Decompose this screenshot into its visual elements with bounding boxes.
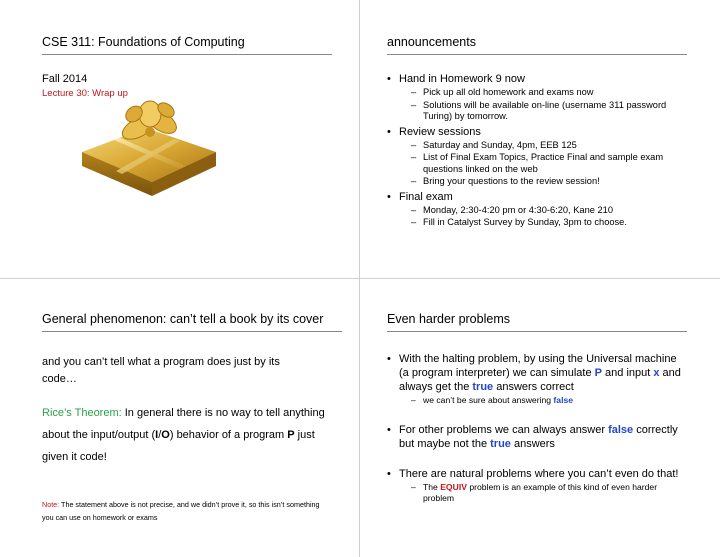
slide-title-page: [42, 34, 332, 99]
horizontal-divider: [0, 278, 720, 279]
slide4-title: Even harder problems: [387, 312, 510, 326]
b1-text-a: With the halting problem, by using the Universal machine (a program interpreter) we can simulate: [399, 353, 677, 379]
b1-p: P: [594, 367, 602, 379]
bullet-homework-text: Hand in Homework 9 now: [399, 73, 525, 85]
bullet-other-problems: [387, 423, 687, 451]
b1-sub-false: false: [553, 395, 574, 405]
sub-bullet: – Solutions will be available on-line (username 311 password Turing) by tomorrow.: [399, 100, 687, 123]
rice-text-a: In general there is no way to tell anything about the input/output (: [42, 407, 325, 441]
course-term: Fall 2014: [42, 73, 88, 85]
sub-bullet: – Fill in Catalyst Survey by Sunday, 3pm to choose.: [399, 217, 687, 229]
b2-text-b: correctly but maybe not the: [399, 423, 678, 450]
slide2-title: announcements: [387, 35, 476, 49]
slide-announcements: [387, 34, 687, 231]
b2-true: true: [490, 437, 511, 450]
io-o: O: [161, 429, 170, 441]
b3-equiv: EQUIV: [440, 481, 467, 492]
bullet-review-text: Review sessions: [399, 125, 481, 138]
sub-bullet: [399, 482, 687, 505]
b1-true: true: [472, 381, 494, 393]
b2-text-a: For other problems we can always answer: [399, 423, 609, 436]
sub-bullet: – Saturday and Sunday, 4pm, EEB 125: [399, 140, 687, 152]
bullet-natural-problems: [387, 467, 687, 505]
b3-text: There are natural problems where you can’t even do that!: [399, 467, 679, 480]
note-text: The statement above is not precise, and we didn’t prove it, so this isn’t something you can use on homework or exams: [42, 500, 320, 522]
rice-text-b: ) behavior of a program: [169, 429, 288, 441]
rice-text-c: just given it code!: [42, 429, 315, 463]
bullet-final-text: Final exam: [399, 190, 453, 203]
gift-box-image: [74, 92, 224, 202]
announcement-list: [387, 72, 687, 229]
b2-text-c: answers: [510, 437, 555, 450]
slide-even-harder-problems: [387, 311, 687, 507]
bullet-final-exam: [387, 190, 687, 229]
note-paragraph: [42, 498, 332, 524]
slide1-title: CSE 311: Foundations of Computing: [42, 35, 245, 49]
io-i: I: [155, 429, 159, 441]
slide2-title-rule: [387, 54, 687, 55]
intro-paragraph: and you can’t tell what a program does just by its code…: [42, 356, 280, 385]
sub-bullet: – Pick up all old homework and exams now: [399, 87, 687, 99]
note-label: Note:: [42, 500, 60, 509]
sub-bullet: – Bring your questions to the review session!: [399, 176, 687, 188]
sub-bullet: – List of Final Exam Topics, Practice Final and sample exam questions linked on the web: [399, 152, 687, 175]
slide3-title: General phenomenon: can’t tell a book by its cover: [42, 312, 324, 326]
slide1-title-rule: [42, 54, 332, 55]
slide4-title-rule: [387, 331, 687, 332]
sub-bullet: – Monday, 2:30-4:20 pm or 4:30-6:20, Kane 210: [399, 205, 687, 217]
slide3-title-rule: [42, 331, 342, 332]
b3-sub-text-a: The: [423, 481, 441, 492]
b3-sub-text-b: problem is an example of this kind of even harder problem: [423, 481, 658, 503]
b1-sub-text: we can’t be sure about answering: [423, 395, 554, 405]
bullet-halting-problem: [387, 352, 687, 407]
slide-general-phenomenon: [42, 311, 342, 524]
b1-text-c: and always get the: [399, 367, 681, 393]
b1-text-b: and input: [601, 367, 654, 379]
bullet-homework: [387, 72, 687, 123]
b2-false: false: [608, 423, 634, 436]
b1-x: x: [653, 367, 660, 379]
program-p: P: [287, 429, 295, 441]
rice-theorem-label: Rice’s Theorem:: [42, 407, 122, 419]
bullet-review-sessions: [387, 125, 687, 188]
b1-text-d: answers correct: [493, 381, 574, 393]
io-sep: /: [158, 429, 162, 441]
harder-problems-list: [387, 352, 687, 505]
lecture-title: Lecture 30: Wrap up: [42, 88, 128, 99]
sub-bullet: [399, 395, 687, 407]
rice-theorem-paragraph: [42, 402, 342, 468]
